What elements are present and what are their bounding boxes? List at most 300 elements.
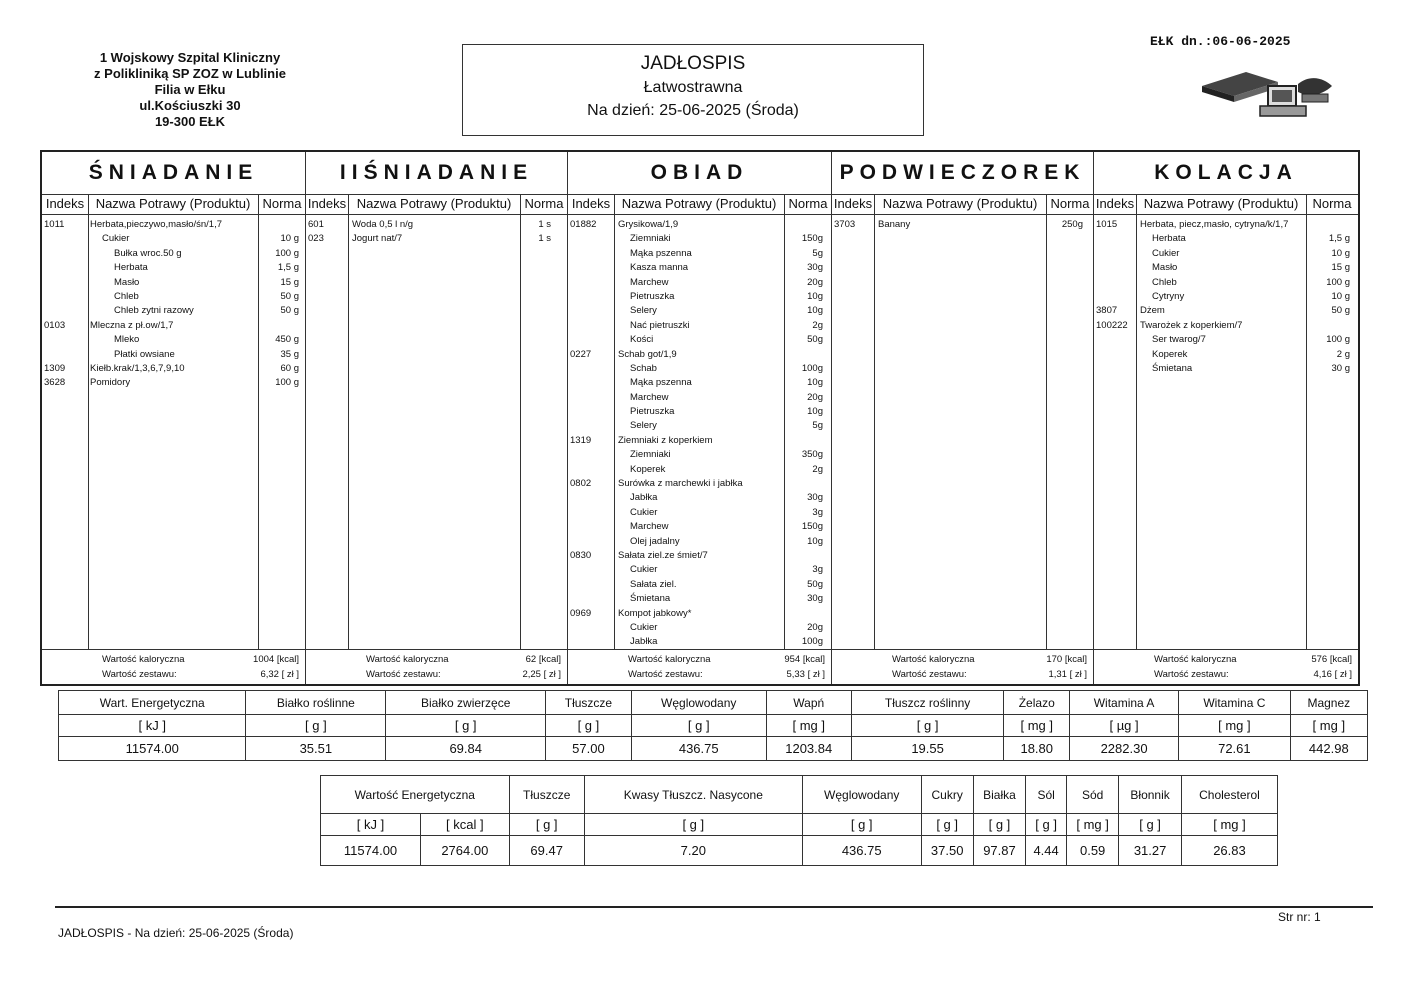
cost-value: 4,16 [ zł ] [1313,669,1352,680]
item-index: 3703 [834,219,856,230]
item-norm: 250g [1061,219,1083,230]
column-header-name: Nazwa Potrawy (Produktu) [88,194,258,215]
calories-value: 576 [kcal] [1311,654,1352,665]
menu-item-row [568,477,831,491]
item-name: Woda 0,5 l n/g [352,219,414,230]
menu-item-row [568,549,831,563]
nutrient-header: Sód [1067,776,1119,814]
nutrient-unit: [ g ] [386,715,546,737]
item-name: Koperek [630,463,666,475]
cost-label: Wartość zestawu: [892,669,967,680]
nutrient-value: 31.27 [1119,836,1182,866]
nutrient-unit: [ kcal ] [421,814,510,836]
column-header-norm: Norma [1306,194,1358,215]
nutrient-unit: [ g ] [851,715,1004,737]
menu-item-row [568,448,831,462]
nutrient-value: 436.75 [802,836,921,866]
menu-item-row [1094,333,1358,347]
nutrient-value: 2764.00 [421,836,510,866]
item-name: Pietruszka [630,406,675,418]
item-norm: 3g [812,506,823,518]
item-name: Bułka wroc.50 g [114,247,182,259]
menu-item-row [568,276,831,290]
nutrient-header: Witamina A [1070,691,1179,715]
nutrient-value: 0.59 [1067,836,1119,866]
nutrient-unit-row [321,814,1278,836]
item-norm: 15 g [280,276,299,288]
nutrient-value: 1203.84 [766,737,851,761]
item-norm: 10g [807,535,823,547]
item-name: Mąka pszenna [630,377,692,389]
nutrient-value: 37.50 [921,836,973,866]
item-name: Schab got/1,9 [618,348,677,360]
item-norm: 2g [812,319,823,331]
menu-item-row [568,247,831,261]
nutrient-header: Witamina C [1179,691,1290,715]
item-norm: 100 g [275,377,299,389]
calories-value: 1004 [kcal] [253,654,299,665]
cost-label: Wartość zestawu: [628,669,703,680]
nutrient-value: 19.55 [851,737,1004,761]
item-index: 0227 [570,348,592,360]
item-norm: 30g [807,593,823,605]
menu-item-row [42,232,305,246]
nutrient-header-row [321,776,1278,814]
document-title: JADŁOSPIS [640,53,746,74]
item-index: 1011 [44,219,65,230]
hospital-line: 1 Wojskowy Szpital Kliniczny [99,50,281,65]
item-name: Herbata [114,262,148,274]
column-header-norm: Norma [520,194,568,215]
meal-title: OBIAD [568,152,831,195]
item-name: Mąka pszenna [630,247,692,259]
nutrient-value: 7.20 [584,836,802,866]
nutrient-unit: [ g ] [802,814,921,836]
item-name: Kompot jabkowy* [618,607,692,619]
calories-label: Wartość kaloryczna [892,654,975,665]
item-name: Marchew [630,391,669,403]
menu-item-row [568,563,831,577]
page-number: Str nr: 1 [1278,910,1321,924]
meal-breakfast [42,152,306,684]
meal-summary [306,650,567,684]
menu-item-row [1094,261,1358,275]
meal-summary [568,650,831,684]
item-index: 0969 [570,607,592,619]
calories-value: 62 [kcal] [525,654,561,665]
cost-label: Wartość zestawu: [366,669,441,680]
item-name: Masło [114,276,140,288]
column-header-norm: Norma [784,194,832,215]
column-header-name: Nazwa Potrawy (Produktu) [348,194,520,215]
menu-item-row [1094,290,1358,304]
nutrient-header: Żelazo [1004,691,1070,715]
column-header-index: Indeks [832,194,874,215]
item-index: 023 [308,233,324,245]
item-norm: 150g [801,521,823,533]
item-norm: 1,5 g [277,262,299,274]
cost-label: Wartość zestawu: [102,669,177,680]
nutrient-value: 69.84 [386,737,546,761]
item-norm: 10g [807,305,823,317]
meal-summary [1094,650,1358,684]
nutrient-unit: [ g ] [546,715,632,737]
item-index: 0103 [44,319,66,331]
nutrient-value: 26.83 [1181,836,1277,866]
item-name: Pomidory [90,377,131,389]
nutrient-value: 11574.00 [321,836,421,866]
item-norm: 20g [807,391,823,403]
item-name: Herbata,pieczywo,masło/śn/1,7 [90,219,223,230]
nutrient-value: 436.75 [631,737,766,761]
footer-title: JADŁOSPIS - Na dzień: 25-06-2025 (Środa) [58,926,294,940]
item-norm: 100 g [1326,276,1350,288]
nutrient-header: Tłuszcze [509,776,584,814]
nutrient-header: Wapń [766,691,851,715]
calories-label: Wartość kaloryczna [1154,654,1237,665]
item-name: Cukier [630,621,658,633]
nutrient-value: 11574.00 [59,737,246,761]
menu-item-row [568,506,831,520]
nutrient-unit: [ g ] [509,814,584,836]
meal-second-breakfast [306,152,568,684]
item-name: Pietruszka [630,290,675,302]
menu-item-row [568,419,831,433]
cost-value: 6,32 [ zł ] [260,669,299,680]
nutrient-unit: [ g ] [1026,814,1067,836]
item-norm: 100g [801,636,823,648]
item-name: Jabłka [630,492,658,504]
item-name: Olej jadalny [630,535,680,547]
item-index: 601 [308,219,324,230]
cost-value: 2,25 [ zł ] [522,669,561,680]
item-norm: 50g [807,578,823,590]
menu-date: Na dzień: 25-06-2025 (Środa) [587,102,799,119]
meal-dinner [1094,152,1358,684]
nutrient-unit: [ g ] [1119,814,1182,836]
item-name: Ziemniaki [630,449,671,461]
item-name: Kiełb.krak/1,3,6,7,9,10 [90,362,185,374]
nutrient-table-daily [58,690,1368,761]
item-norm: 5g [812,247,823,259]
item-name: Masło [1152,262,1178,274]
column-header-norm: Norma [258,194,306,215]
meal-title: ŚNIADANIE [42,152,305,195]
item-name: Mleczna z pł.ow/1,7 [90,319,174,331]
item-name: Surówka z marchewki i jabłka [618,478,743,490]
item-norm: 10g [807,377,823,389]
item-name: Selery [630,420,657,432]
menu-item-row [1094,232,1358,246]
menu-item-row [568,232,831,246]
item-name: Cukier [1152,247,1180,259]
menu-item-row [568,621,831,635]
menu-item-row [1094,247,1358,261]
menu-item-row [42,333,305,347]
item-norm: 150g [801,233,823,245]
meal-title: KOLACJA [1094,152,1358,195]
menu-item-row [568,391,831,405]
footer-divider [55,906,1373,908]
cost-label: Wartość zestawu: [1154,669,1229,680]
item-index: 0830 [570,549,592,561]
nutrient-value: 2282.30 [1070,737,1179,761]
menu-item-row [306,232,567,246]
item-norm: 350g [801,449,823,461]
item-norm: 1,5 g [1328,233,1350,245]
nutrient-unit-row [59,715,1368,737]
item-norm: 100g [801,362,823,374]
item-norm: 2g [812,463,823,475]
item-index: 3628 [44,377,66,389]
menu-grid [40,150,1360,686]
item-norm: 10 g [1331,247,1350,259]
nutrient-unit: [ kJ ] [321,814,421,836]
item-norm: 450 g [275,334,299,346]
nutrient-unit: [ mg ] [1290,715,1367,737]
menu-item-row [42,348,305,362]
item-name: Cukier [630,506,658,518]
column-header-index: Indeks [568,194,614,215]
item-norm: 10 g [280,233,299,245]
meal-items [42,218,305,391]
item-norm: 50 g [1331,305,1350,317]
item-name: Schab [630,362,657,374]
meal-items [832,218,1093,232]
calories-label: Wartość kaloryczna [102,654,185,665]
item-norm: 15 g [1331,262,1350,274]
item-name: Chleb [114,290,139,302]
menu-item-row [568,592,831,606]
item-name: Śmietana [630,593,671,605]
menu-item-row [1094,218,1358,232]
nutrient-value: 18.80 [1004,737,1070,761]
menu-item-row [42,276,305,290]
nutrient-header: Kwasy Tłuszcz. Nasycone [584,776,802,814]
nutrient-value: 35.51 [246,737,386,761]
item-name: Chleb zytni razowy [114,305,194,317]
menu-item-row [42,290,305,304]
menu-item-row [306,218,567,232]
calories-value: 954 [kcal] [784,654,825,665]
hospital-line: Filia w Ełku [154,82,226,97]
nutrient-unit: [ µg ] [1070,715,1179,737]
nutrient-unit: [ g ] [631,715,766,737]
menu-item-row [568,290,831,304]
item-name: Nać pietruszki [630,319,690,331]
item-index: 3807 [1096,305,1118,317]
menu-item-row [42,376,305,390]
menu-item-row [42,362,305,376]
hospital-address [60,50,320,130]
item-norm: 10g [807,290,823,302]
menu-item-row [568,535,831,549]
menu-item-row [568,635,831,649]
diet-name: Łatwostrawna [643,79,743,96]
item-norm: 50 g [280,290,299,302]
item-name: Twarożek z koperkiem/7 [1140,319,1243,331]
item-index: 01882 [570,219,597,230]
item-name: Kości [630,334,654,346]
item-norm: 60 g [280,362,299,374]
item-norm: 100 g [1326,334,1350,346]
nutrient-unit: [ mg ] [1067,814,1119,836]
nutrient-value: 72.61 [1179,737,1290,761]
menu-item-row [568,434,831,448]
menu-item-row [1094,362,1358,376]
nutrient-header: Cholesterol [1181,776,1277,814]
item-name: Cukier [102,233,130,245]
nutrient-header-row [59,691,1368,715]
menu-item-row [1094,304,1358,318]
cost-value: 1,31 [ zł ] [1048,669,1087,680]
item-name: Koperek [1152,348,1188,360]
nutrient-table-label [320,775,1278,866]
menu-item-row [568,491,831,505]
menu-item-row [42,247,305,261]
menu-item-row [42,261,305,275]
nutrient-header: Tłuszcz roślinny [851,691,1004,715]
calories-value: 170 [kcal] [1046,654,1087,665]
menu-item-row [42,218,305,232]
item-name: Banany [878,219,911,230]
item-name: Kasza manna [630,262,689,274]
item-name: Sałata ziel.ze śmiet/7 [618,549,708,561]
nutrient-unit: [ g ] [246,715,386,737]
nutrient-header: Białko roślinne [246,691,386,715]
menu-item-row [568,376,831,390]
menu-item-row [568,362,831,376]
column-header-index: Indeks [306,194,348,215]
nutrient-unit: [ g ] [921,814,973,836]
item-index: 1015 [1096,219,1118,230]
nutrient-unit: [ g ] [584,814,802,836]
item-norm: 20g [807,276,823,288]
nutrient-unit: [ kJ ] [59,715,246,737]
meal-items [306,218,567,247]
menu-item-row [42,304,305,318]
issue-date: EŁK dn.:06-06-2025 [1150,34,1291,49]
menu-item-row [568,319,831,333]
title-box [462,44,924,136]
menu-item-row [568,218,831,232]
item-norm: 3g [812,564,823,576]
hospital-line: z Polikliniką SP ZOZ w Lublinie [94,66,286,81]
column-header-name: Nazwa Potrawy (Produktu) [614,194,784,215]
meal-items [1094,218,1358,376]
meal-lunch [568,152,832,684]
item-name: Dżem [1140,305,1165,317]
nutrient-header: Sól [1026,776,1067,814]
item-name: Marchew [630,276,669,288]
item-index: 0802 [570,478,592,490]
item-name: Cytryny [1152,290,1185,302]
column-header-index: Indeks [1094,194,1136,215]
cost-value: 5,33 [ zł ] [786,669,825,680]
nutrient-unit: [ g ] [973,814,1025,836]
computer-book-logo [1198,64,1338,122]
item-norm: 20g [807,621,823,633]
item-name: Chleb [1152,276,1177,288]
nutrient-value: 4.44 [1026,836,1067,866]
meal-summary [832,650,1093,684]
item-name: Herbata [1152,233,1186,245]
column-header-norm: Norma [1046,194,1094,215]
meal-items [568,218,831,650]
nutrient-value: 442.98 [1290,737,1367,761]
item-name: Jogurt nat/7 [352,233,403,245]
item-name: Herbata, piecz,masło, cytryna/k/1,7 [1140,219,1289,230]
menu-item-row [1094,276,1358,290]
menu-item-row [832,218,1093,232]
item-norm: 1 s [538,219,551,230]
item-name: Ziemniaki z koperkiem [618,434,713,446]
item-name: Śmietana [1152,362,1193,374]
calories-label: Wartość kaloryczna [628,654,711,665]
item-name: Marchew [630,521,669,533]
menu-item-row [568,261,831,275]
meal-afternoon-snack [832,152,1094,684]
item-name: Mleko [114,334,140,346]
item-index: 1319 [570,434,592,446]
item-name: Ziemniaki [630,233,671,245]
nutrient-unit: [ mg ] [1179,715,1290,737]
nutrient-value-row [321,836,1278,866]
menu-item-row [568,578,831,592]
menu-item-row [1094,319,1358,333]
item-norm: 5g [812,420,823,432]
meal-summary [42,650,305,684]
item-index: 100222 [1096,319,1128,331]
menu-item-row [568,304,831,318]
hospital-line: ul.Kościuszki 30 [139,98,241,113]
menu-item-row [568,607,831,621]
item-name: Płatki owsiane [114,348,175,360]
nutrient-value-row [59,737,1368,761]
menu-item-row [568,405,831,419]
nutrient-header: Węglowodany [631,691,766,715]
item-norm: 50 g [280,305,299,317]
nutrient-header: Białko zwierzęce [386,691,546,715]
item-norm: 100 g [275,247,299,259]
hospital-line: 19-300 EŁK [154,114,226,129]
item-norm: 2 g [1336,348,1350,360]
item-index: 1309 [44,362,66,374]
nutrient-header: Węglowodany [802,776,921,814]
nutrient-header: Błonnik [1119,776,1182,814]
menu-item-row [42,319,305,333]
item-norm: 30g [807,492,823,504]
nutrient-unit: [ mg ] [1004,715,1070,737]
item-norm: 10g [807,406,823,418]
item-name: Ser twarog/7 [1152,334,1206,346]
item-norm: 30 g [1331,362,1350,374]
item-norm: 30g [807,262,823,274]
menu-item-row [568,333,831,347]
nutrient-header: Białka [973,776,1025,814]
nutrient-header: Cukry [921,776,973,814]
item-name: Sałata ziel. [630,578,677,590]
nutrient-value: 69.47 [509,836,584,866]
calories-label: Wartość kaloryczna [366,654,449,665]
nutrient-header: Wartość Energetyczna [321,776,510,814]
nutrient-header: Wart. Energetyczna [59,691,246,715]
menu-item-row [1094,348,1358,362]
nutrient-header: Magnez [1290,691,1367,715]
column-header-name: Nazwa Potrawy (Produktu) [1136,194,1306,215]
menu-item-row [568,348,831,362]
menu-item-row [568,463,831,477]
